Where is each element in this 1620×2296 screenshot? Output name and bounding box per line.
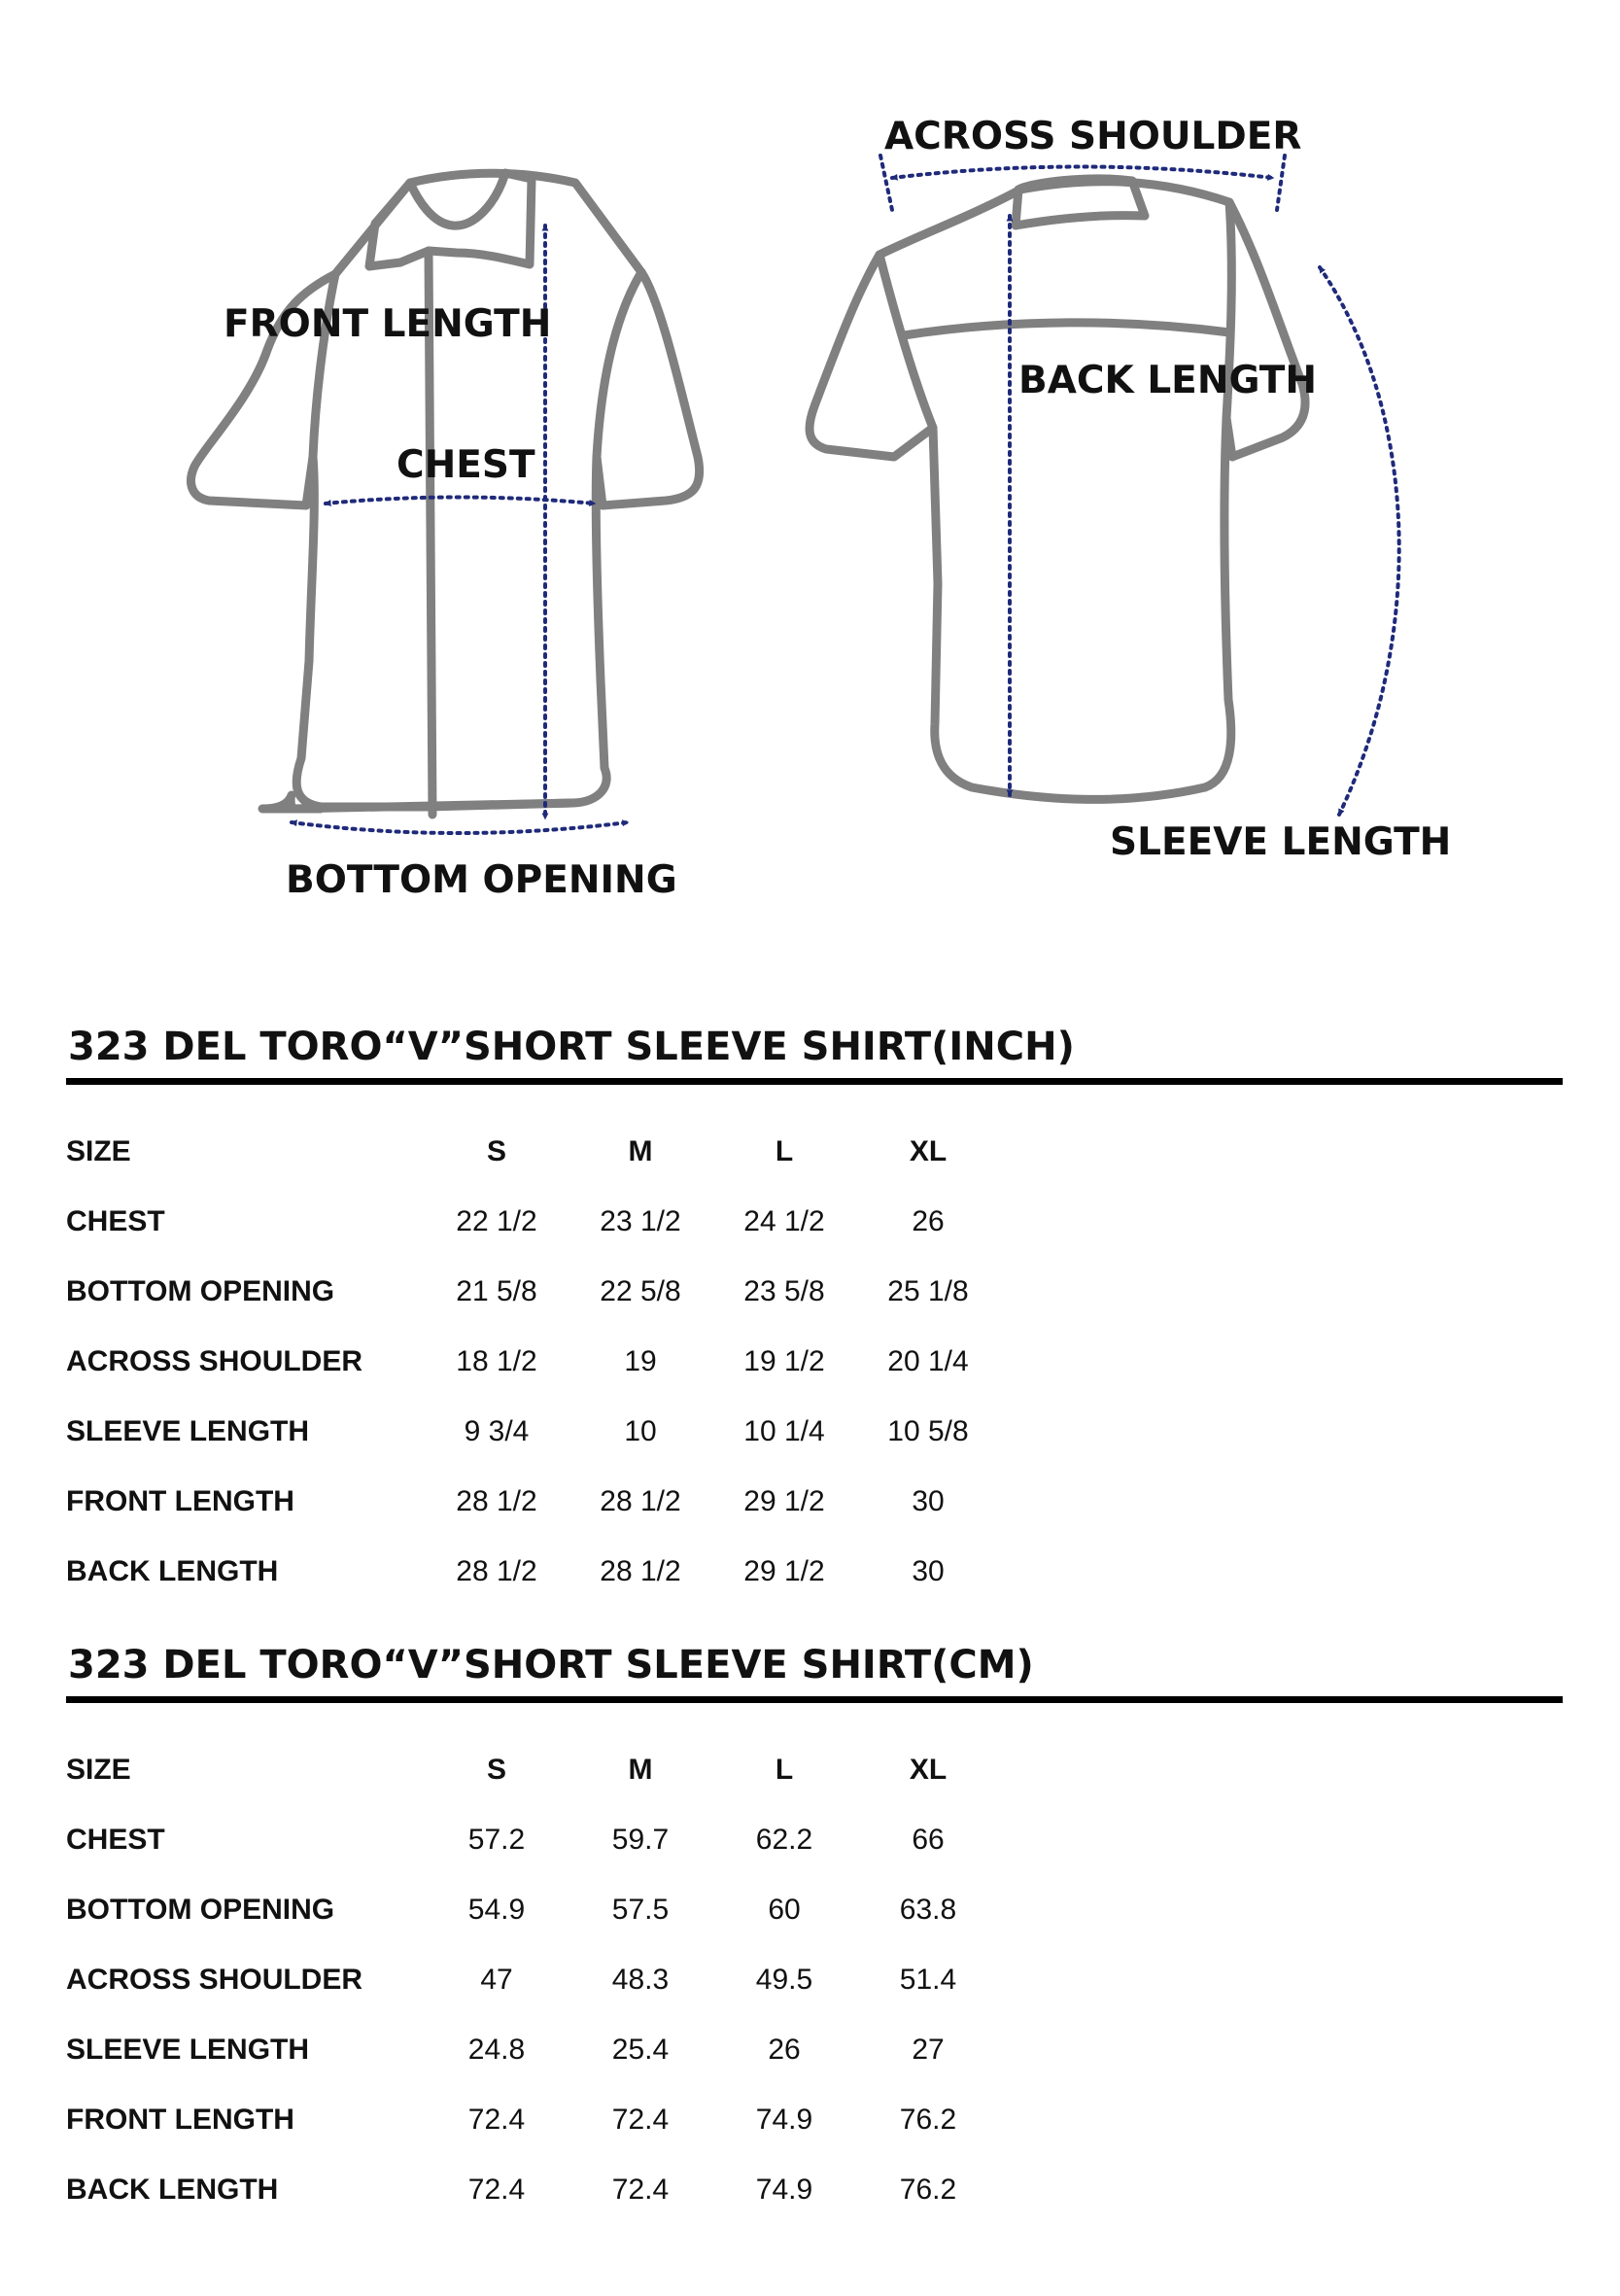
- cell-value: 23 5/8: [743, 1275, 825, 1307]
- cell-value: 74.9: [755, 2104, 813, 2136]
- table-row: [66, 1327, 1000, 1397]
- table-row: [66, 1875, 1000, 1945]
- table-row: [66, 1467, 1000, 1537]
- label-sleeve-length: SLEEVE LENGTH: [1110, 820, 1452, 864]
- cell-value: 27: [912, 2034, 945, 2066]
- cm-table-rule: [66, 1696, 1563, 1703]
- cell-value: 74.9: [755, 2174, 813, 2206]
- row-label: BOTTOM OPENING: [66, 1894, 335, 1926]
- cell-value: 19: [624, 1345, 657, 1377]
- cell-value: 24 1/2: [743, 1205, 825, 1237]
- cell-value: 72.4: [467, 2104, 526, 2136]
- table-row: [66, 1187, 1000, 1257]
- header-l: L: [775, 1135, 794, 1167]
- cell-value: 72.4: [611, 2174, 670, 2206]
- across-shoulder-tick-right: [1277, 156, 1285, 210]
- label-across-shoulder: ACROSS SHOULDER: [884, 115, 1302, 158]
- cell-value: 62.2: [755, 1824, 813, 1856]
- row-label: BACK LENGTH: [66, 1555, 279, 1587]
- cell-value: 30: [912, 1555, 945, 1587]
- across-shoulder-tick-left: [880, 156, 892, 210]
- row-label: CHEST: [66, 1824, 165, 1856]
- cell-value: 47: [480, 1964, 513, 1996]
- cell-value: 29 1/2: [743, 1555, 825, 1587]
- inch-table-rule: [66, 1078, 1563, 1085]
- cm-size-table: [66, 1735, 1000, 2225]
- cell-value: 21 5/8: [456, 1275, 537, 1307]
- label-bottom-opening: BOTTOM OPENING: [286, 858, 677, 902]
- table-row: [66, 2085, 1000, 2155]
- cell-value: 20 1/4: [887, 1345, 969, 1377]
- cell-value: 76.2: [899, 2174, 957, 2206]
- label-front-length: FRONT LENGTH: [224, 302, 552, 346]
- header-m: M: [628, 1135, 653, 1167]
- cell-value: 25.4: [611, 2034, 670, 2066]
- table-row: [66, 1397, 1000, 1467]
- cell-value: 26: [912, 1205, 945, 1237]
- cell-value: 9 3/4: [464, 1415, 530, 1447]
- cm-table-title: 323 DEL TORO“V”SHORT SLEEVE SHIRT(CM): [68, 1643, 1034, 1687]
- cell-value: 26: [768, 2034, 801, 2066]
- cell-value: 51.4: [899, 1964, 957, 1996]
- header-xl: XL: [909, 1754, 948, 1786]
- table-header-row: [66, 1117, 1000, 1187]
- cell-value: 18 1/2: [456, 1345, 537, 1377]
- measurement-diagram: [0, 0, 1620, 933]
- cell-value: 10 5/8: [887, 1415, 969, 1447]
- cell-value: 66: [912, 1824, 945, 1856]
- cell-value: 28 1/2: [456, 1555, 537, 1587]
- table-row: [66, 1537, 1000, 1607]
- cell-value: 28 1/2: [600, 1555, 681, 1587]
- cell-value: 10: [624, 1415, 657, 1447]
- cell-value: 76.2: [899, 2104, 957, 2136]
- row-label: ACROSS SHOULDER: [66, 1964, 363, 1996]
- back-shirt-illustration: [810, 179, 1305, 800]
- table-row: [66, 2015, 1000, 2085]
- cell-value: 24.8: [467, 2034, 526, 2066]
- row-label: BOTTOM OPENING: [66, 1275, 335, 1307]
- cell-value: 60: [768, 1894, 801, 1926]
- cell-value: 28 1/2: [456, 1485, 537, 1517]
- row-label: SLEEVE LENGTH: [66, 2034, 310, 2066]
- row-label: FRONT LENGTH: [66, 2104, 294, 2136]
- cell-value: 29 1/2: [743, 1485, 825, 1517]
- cell-value: 72.4: [467, 2174, 526, 2206]
- cell-value: 30: [912, 1485, 945, 1517]
- table-row: [66, 1257, 1000, 1327]
- cell-value: 54.9: [467, 1894, 526, 1926]
- cell-value: 28 1/2: [600, 1485, 681, 1517]
- chest-arrow: [326, 498, 595, 504]
- cell-value: 63.8: [899, 1894, 957, 1926]
- row-label: CHEST: [66, 1205, 165, 1237]
- cell-value: 57.5: [611, 1894, 670, 1926]
- row-label: BACK LENGTH: [66, 2174, 279, 2206]
- header-xl: XL: [909, 1135, 948, 1167]
- header-s: S: [486, 1135, 506, 1167]
- cell-value: 25 1/8: [887, 1275, 969, 1307]
- table-row: [66, 1945, 1000, 2015]
- cell-value: 59.7: [611, 1824, 670, 1856]
- row-label: FRONT LENGTH: [66, 1485, 294, 1517]
- header-l: L: [775, 1754, 794, 1786]
- table-row: [66, 1805, 1000, 1875]
- cell-value: 22 1/2: [456, 1205, 537, 1237]
- table-header-row: [66, 1735, 1000, 1805]
- cell-value: 57.2: [467, 1824, 526, 1856]
- header-s: S: [486, 1754, 506, 1786]
- header-size: SIZE: [66, 1754, 131, 1786]
- header-size: SIZE: [66, 1135, 131, 1167]
- cell-value: 22 5/8: [600, 1275, 681, 1307]
- bottom-opening-arrow: [292, 822, 628, 833]
- inch-size-table: [66, 1117, 1000, 1607]
- row-label: ACROSS SHOULDER: [66, 1345, 363, 1377]
- table-row: [66, 2155, 1000, 2225]
- row-label: SLEEVE LENGTH: [66, 1415, 310, 1447]
- cell-value: 48.3: [611, 1964, 670, 1996]
- label-back-length: BACK LENGTH: [1018, 359, 1318, 402]
- cell-value: 23 1/2: [600, 1205, 681, 1237]
- inch-table-title: 323 DEL TORO“V”SHORT SLEEVE SHIRT(INCH): [68, 1025, 1075, 1069]
- sleeve-length-arrow: [1320, 267, 1399, 815]
- front-shirt-illustration: [190, 173, 699, 815]
- label-chest: CHEST: [396, 443, 535, 487]
- cell-value: 10 1/4: [743, 1415, 825, 1447]
- cell-value: 72.4: [611, 2104, 670, 2136]
- cell-value: 19 1/2: [743, 1345, 825, 1377]
- header-m: M: [628, 1754, 653, 1786]
- cell-value: 49.5: [755, 1964, 813, 1996]
